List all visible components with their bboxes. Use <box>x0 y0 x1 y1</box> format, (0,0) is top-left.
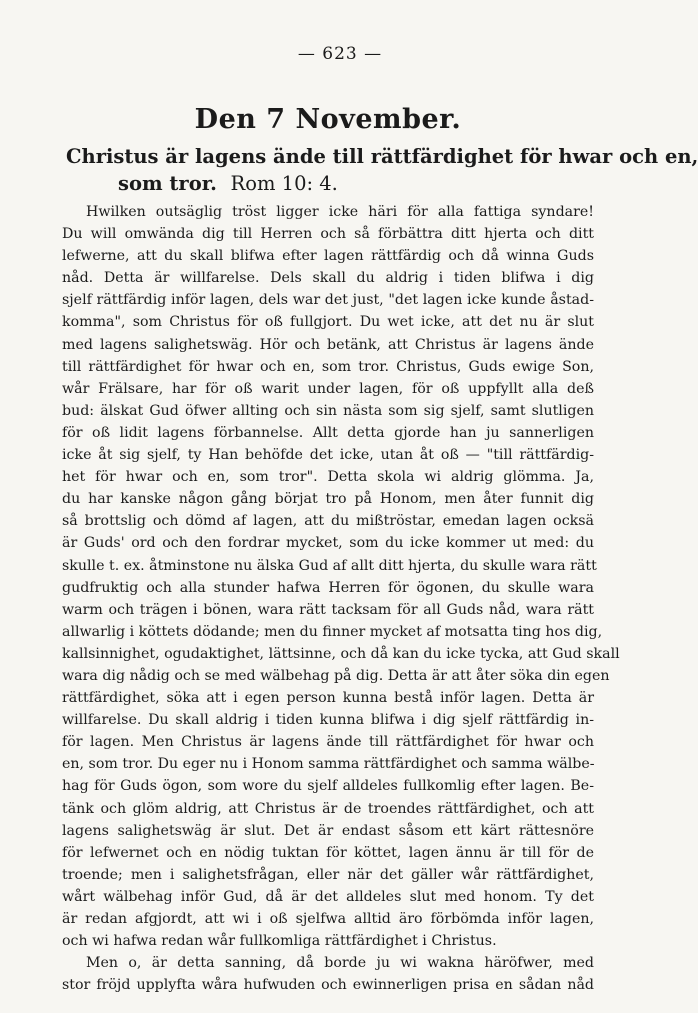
body-line: het för hwar och en, som tror". Detta skola wi aldrig glömma. Ja, <box>62 469 594 486</box>
body-line: rättfärdighet, söka att i egen person kunna bestå inför lagen. Detta är <box>62 690 594 707</box>
body-line: Hwilken outsäglig tröst ligger icke häri för alla fattiga syndare! <box>86 204 594 220</box>
body-line: kallsinnighet, ogudaktighet, lättsinne, och då kan du icke tycka, att Gud skall <box>62 645 620 662</box>
body-line: tänk och glöm aldrig, att Christus är de troendes rättfärdighet, och att <box>62 800 594 817</box>
body-line: lagens salighetswäg är slut. Det är endast såsom ett kärt rättesnöre <box>62 822 594 839</box>
body-line: bud: älskat Gud öfwer allting och sin nästa som sig sjelf, samt slutligen <box>62 402 594 419</box>
scripture-reference: Rom 10: 4. <box>230 172 338 195</box>
body-line: lefwerne, att du skall blifwa efter lagen rättfärdig och då winna Guds <box>62 248 594 265</box>
body-line: för oß lidit lagens förbannelse. Allt detta gjorde han ju sannerligen <box>62 424 594 441</box>
page-number: — 623 — <box>297 44 383 64</box>
body-line: skulle t. ex. åtminstone nu älska Gud af allt ditt hjerta, du skulle wara rätt <box>62 557 597 574</box>
body-line: är Guds' ord och den fordrar mycket, som du icke kommer ut med: du <box>62 535 594 552</box>
body-line: Du will omwända dig till Herren och så förbättra ditt hjerta och ditt <box>62 226 594 243</box>
subtitle-line-1: Christus är lagens ände till rättfärdighet för hwar och en, <box>66 145 698 168</box>
body-line: du har kanske någon gång börjat tro på Honom, men åter funnit dig <box>62 491 594 508</box>
body-line: wår Frälsare, har för oß warit under lagen, för oß uppfyllt alla deß <box>62 380 594 397</box>
subtitle-line-2-text: som tror. <box>118 172 217 195</box>
body-line: willfarelse. Du skall aldrig i tiden kunna blifwa i dig sjelf rättfärdig in- <box>62 712 594 729</box>
body-line: för lagen. Men Christus är lagens ände till rättfärdighet för hwar och <box>62 734 594 751</box>
body-line: med lagens salighetswäg. Hör och betänk, att Christus är lagens ände <box>62 336 594 353</box>
body-line: för lefwernet och en nödig tuktan för köttet, lagen ännu är till för de <box>62 844 594 861</box>
body-line: wara dig nådig och se med wälbehag på dig. Detta är att åter söka din egen <box>62 667 610 684</box>
body-line: nåd. Detta är willfarelse. Dels skall du aldrig i tiden blifwa i dig <box>62 270 594 287</box>
body-line: hag för Guds ögon, som wore du sjelf alldeles fullkomlig efter lagen. Be- <box>62 778 594 795</box>
body-line: en, som tror. Du eger nu i Honom samma rättfärdighet och samma wälbe- <box>62 756 595 773</box>
body-text <box>62 201 620 996</box>
body-line: så brottslig och dömd af lagen, att du mißtröstar, emedan lagen ocksä <box>62 513 594 530</box>
body-line: stor fröjd upplyfta wåra hufwuden och ewinnerligen prisa en sådan nåd <box>62 977 594 994</box>
body-line: till rättfärdighet för hwar och en, som tror. Christus, Guds ewige Son, <box>62 358 594 375</box>
body-line: allwarlig i köttets dödande; men du finner mycket af motsatta ting hos dig, <box>62 623 603 640</box>
body-line: icke åt sig sjelf, ty Han behöfde det icke, utan åt oß — "till rättfärdig- <box>62 447 594 464</box>
body-line: sjelf rättfärdig inför lagen, dels war det just, "det lagen icke kunde åstad- <box>62 292 594 309</box>
subtitle-line-2 <box>66 170 594 197</box>
devotional-subtitle <box>62 143 698 197</box>
body-line: och wi hafwa redan wår fullkomliga rättfärdighet i Christus. <box>62 933 497 950</box>
page-heading: Den 7 November. <box>194 104 462 135</box>
body-line: warm och trägen i bönen, wara rätt tacksam för all Guds nåd, wara rätt <box>62 601 594 618</box>
body-line: gudfruktig och alla stunder hafwa Herren för ögonen, du skulle wara <box>62 579 594 596</box>
body-line: komma", som Christus för oß fullgjort. Du wet icke, att det nu är slut <box>62 314 594 331</box>
body-line: Men o, är detta sanning, då borde ju wi wakna häröfwer, med <box>86 955 594 972</box>
body-line: troende; men i salighetsfrågan, eller när det gäller wår rättfärdighet, <box>62 866 594 883</box>
body-line: wårt wälbehag inför Gud, då är det alldeles slut med honom. Ty det <box>62 888 594 905</box>
body-line: är redan afgjordt, att wi i oß sjelfwa alltid äro förbömda inför lagen, <box>62 911 594 927</box>
